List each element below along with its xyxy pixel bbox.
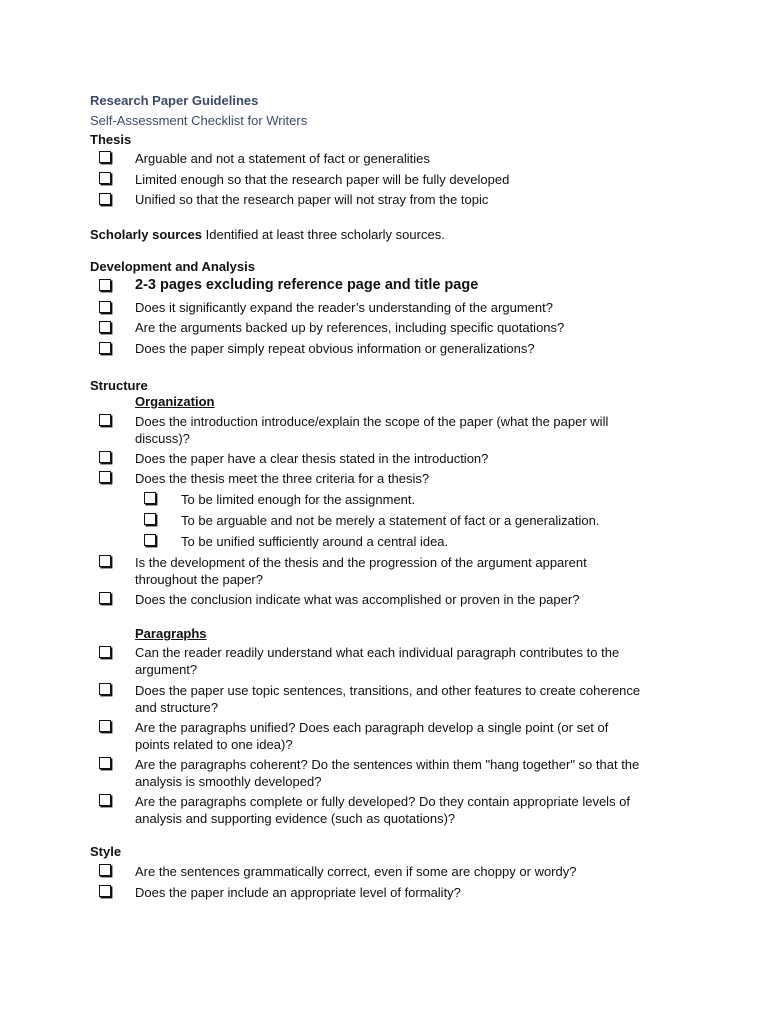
thesis-checkbox-3[interactable]: [99, 193, 111, 205]
thesis-checkbox-1[interactable]: [99, 151, 111, 163]
paragraphs-item-3-line-1: Are the paragraphs unified? Does each paragraph develop a single point (or set of: [135, 720, 609, 735]
document-subtitle: Self-Assessment Checklist for Writers: [90, 113, 308, 128]
structure-heading: Structure: [90, 378, 148, 393]
organization-item-4-line-2: throughout the paper?: [135, 572, 263, 587]
paragraphs-item-4-line-2: analysis is smoothly developed?: [135, 774, 322, 789]
style-checkbox-1[interactable]: [99, 864, 111, 876]
thesis-item-3: Unified so that the research paper will not stray from the topic: [135, 192, 489, 207]
paragraphs-item-2-line-1: Does the paper use topic sentences, transitions, and other features to create coherence: [135, 683, 641, 698]
organization-checkbox-4[interactable]: [99, 555, 111, 567]
criteria-checkbox-2[interactable]: [144, 513, 156, 525]
thesis-checkbox-2[interactable]: [99, 172, 111, 184]
paragraphs-checkbox-3[interactable]: [99, 720, 111, 732]
development-checkbox-3[interactable]: [99, 321, 111, 333]
organization-item-1-line-2: discuss)?: [135, 431, 190, 446]
organization-checkbox-1[interactable]: [99, 414, 111, 426]
criteria-item-1: To be limited enough for the assignment.: [181, 492, 416, 507]
criteria-item-2: To be arguable and not be merely a statement of fact or a generalization.: [181, 513, 600, 528]
organization-checkbox-5[interactable]: [99, 592, 111, 604]
paragraphs-item-2-line-2: and structure?: [135, 700, 219, 715]
thesis-heading: Thesis: [90, 132, 132, 147]
development-heading: Development and Analysis: [90, 259, 255, 274]
organization-item-4-line-1: Is the development of the thesis and the progression of the argument apparent: [135, 555, 587, 570]
style-checkbox-2[interactable]: [99, 885, 111, 897]
development-item-1: 2-3 pages excluding reference page and title page: [135, 277, 479, 293]
paragraphs-heading: Paragraphs: [135, 626, 207, 641]
development-item-3: Are the arguments backed up by references, including specific quotations?: [135, 320, 565, 335]
style-item-1: Are the sentences grammatically correct, even if some are choppy or wordy?: [135, 864, 577, 879]
paragraphs-item-5-line-2: analysis and supporting evidence (such as quotations)?: [135, 811, 456, 826]
document-title: Research Paper Guidelines: [90, 93, 259, 108]
development-item-2: Does it significantly expand the reader’s understanding of the argument?: [135, 300, 553, 315]
development-checkbox-2[interactable]: [99, 301, 111, 313]
paragraphs-checkbox-2[interactable]: [99, 683, 111, 695]
sources-label: Scholarly sources: [90, 227, 202, 242]
style-heading: Style: [90, 844, 122, 859]
thesis-item-1: Arguable and not a statement of fact or generalities: [135, 151, 430, 166]
paragraphs-checkbox-1[interactable]: [99, 646, 111, 658]
organization-checkbox-3[interactable]: [99, 471, 111, 483]
criteria-checkbox-1[interactable]: [144, 492, 156, 504]
sources-line: [90, 226, 445, 243]
development-checkbox-4[interactable]: [99, 342, 111, 354]
sources-text: Identified at least three scholarly sources.: [205, 227, 445, 242]
paragraphs-checkbox-5[interactable]: [99, 794, 111, 806]
organization-item-5: Does the conclusion indicate what was accomplished or proven in the paper?: [135, 592, 580, 607]
paragraphs-item-3-line-2: points related to one idea)?: [135, 737, 293, 752]
development-item-4: Does the paper simply repeat obvious information or generalizations?: [135, 341, 535, 356]
organization-item-2: Does the paper have a clear thesis stated in the introduction?: [135, 451, 489, 466]
criteria-checkbox-3[interactable]: [144, 534, 156, 546]
criteria-item-3: To be unified sufficiently around a central idea.: [181, 534, 449, 549]
paragraphs-item-1-line-1: Can the reader readily understand what each individual paragraph contributes to the: [135, 645, 620, 660]
thesis-item-2: Limited enough so that the research paper will be fully developed: [135, 172, 510, 187]
development-checkbox-1[interactable]: [99, 279, 111, 291]
paragraphs-item-1-line-2: argument?: [135, 662, 198, 677]
paragraphs-item-4-line-1: Are the paragraphs coherent? Do the sentences within them "hang together" so that the: [135, 757, 640, 772]
organization-item-3: Does the thesis meet the three criteria for a thesis?: [135, 471, 430, 486]
paragraphs-item-5-line-1: Are the paragraphs complete or fully developed? Do they contain appropriate levels of: [135, 794, 631, 809]
paragraphs-checkbox-4[interactable]: [99, 757, 111, 769]
organization-checkbox-2[interactable]: [99, 451, 111, 463]
organization-item-1-line-1: Does the introduction introduce/explain the scope of the paper (what the paper will: [135, 414, 609, 429]
organization-heading: Organization: [135, 394, 215, 409]
style-item-2: Does the paper include an appropriate level of formality?: [135, 885, 461, 900]
